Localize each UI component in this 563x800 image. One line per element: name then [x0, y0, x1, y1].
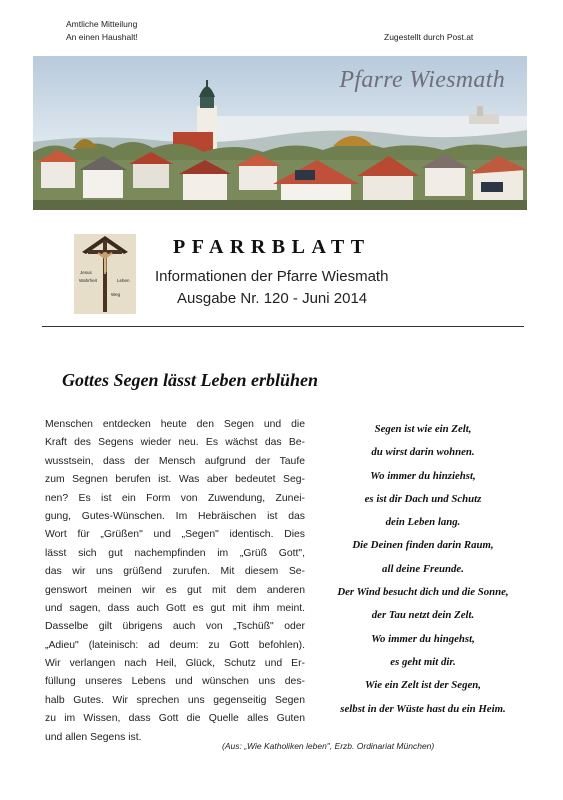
sign-word-leben: Leben: [117, 278, 130, 283]
body-line: lässt sich gut nachempfinden im „Grüß Gott",: [45, 547, 305, 559]
official-notice: [66, 18, 138, 44]
poem-line: Wo immer du hinziehst,: [370, 469, 476, 482]
blessing-poem: [318, 418, 528, 721]
body-line: Menschen entdecken heute den Segen und die: [45, 419, 305, 430]
body-line: Kraft des Segens wieder neu. Es wächst das Be-: [45, 437, 305, 449]
body-line: und sagen, dass auch Gott es gut mit ihm meint.: [45, 602, 305, 614]
newsletter-name: PFARRBLATT: [173, 236, 371, 258]
poem-line: Der Wind besucht dich und die Sonne,: [337, 586, 509, 599]
wayside-cross-image: [74, 234, 136, 314]
source-citation: (Aus: „Wie Katholiken leben", Erzb. Ordinariat München): [222, 741, 435, 751]
official-notice-line-2: An einen Haushalt!: [66, 32, 138, 42]
body-line: „Adieu" (lateinisch: ad deum: zu Gott befohlen).: [45, 639, 305, 651]
body-line: Wir verlangen nach Heil, Glück, Schutz und Er-: [45, 658, 305, 670]
masthead-divider: [42, 326, 524, 327]
parish-name-title: Pfarre Wiesmath: [339, 67, 505, 93]
body-line: halb Gutes. Wir sprechen uns gegenseitig Segen: [45, 694, 305, 706]
body-line: und allen Segens ist.: [45, 731, 142, 743]
issue-number: Ausgabe Nr. 120 - Juni 2014: [177, 290, 368, 307]
poem-line: all deine Freunde.: [382, 562, 464, 575]
article-title: Gottes Segen lässt Leben erblühen: [62, 370, 319, 390]
newsletter-subtitle: Informationen der Pfarre Wiesmath: [155, 268, 389, 285]
delivery-note: Zugestellt durch Post.at: [384, 32, 474, 42]
sign-word-jesus: Jesus: [80, 270, 92, 275]
body-line: genswort meinen wir es gut mit dem anderen: [45, 584, 305, 596]
poem-line: Die Deinen finden darin Raum,: [352, 539, 494, 552]
body-line: nen? Es ist ein Form von Zuwendung, Zunei-: [45, 492, 305, 504]
poem-line: es geht mit dir.: [390, 655, 456, 668]
body-line: zu im Wissen, dass Gott die Quelle alles Guten: [45, 713, 305, 725]
body-line: das wir uns grüßend zurufen. Mit diesem Se-: [45, 566, 305, 578]
poem-line: Segen ist wie ein Zelt,: [374, 423, 472, 435]
official-notice-line-1: Amtliche Mitteilung: [66, 19, 138, 29]
poem-line: Wo immer du hingehst,: [371, 632, 475, 645]
body-line: wusstsein, dass der Mensch aufgrund der Taufe: [45, 455, 305, 467]
poem-line: selbst in der Wüste hast du ein Heim.: [340, 702, 506, 715]
poem-line: du wirst darin wohnen.: [371, 446, 475, 459]
article-body: [45, 416, 305, 747]
sign-word-weg: Weg: [111, 292, 121, 297]
sign-word-wahrheit: Wahrheit: [79, 278, 97, 283]
poem-line: dein Leben lang.: [385, 516, 461, 529]
body-line: füllung unseres Lebens und wünschen uns des-: [45, 676, 305, 688]
body-line: gung, Gutes-Wünschen. Im Hebräischen ist das: [45, 510, 305, 522]
poem-line: der Tau netzt dein Zelt.: [371, 609, 475, 622]
poem-line: es ist dir Dach und Schutz: [364, 492, 482, 505]
header-photo: [33, 56, 527, 210]
body-line: Wort für „Grüßen" und „Segen" identisch. Dies: [45, 529, 305, 541]
body-line: zum Segnen berufen ist. Was aber bedeutet Seg-: [45, 474, 305, 486]
poem-line: Wie ein Zelt ist der Segen,: [365, 679, 481, 692]
body-line: Dasselbe gilt übrigens auch von „Tschüß" oder: [45, 621, 305, 633]
